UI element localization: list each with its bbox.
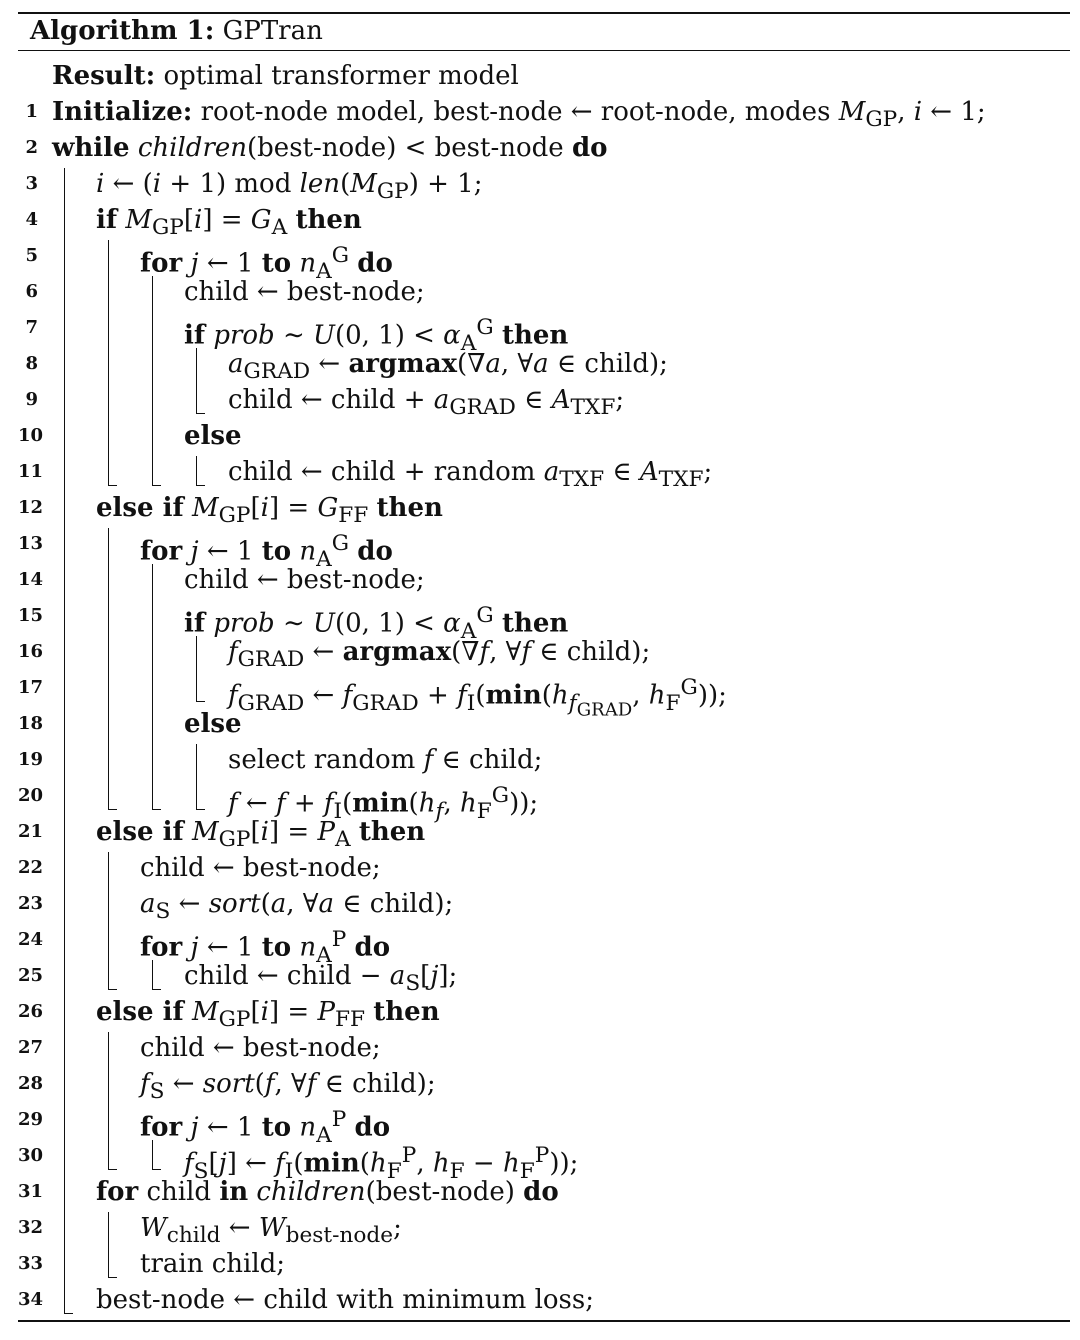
- line-code: child ← best-node;: [184, 565, 425, 595]
- line-number: 27: [18, 1037, 44, 1058]
- line-number: 18: [18, 713, 44, 734]
- block-scope-bar: [196, 348, 197, 414]
- algorithm-line: [18, 1066, 1070, 1105]
- block-scope-bar: [196, 744, 197, 810]
- block-end-tick: [108, 1277, 117, 1278]
- algorithm-line: [18, 706, 1070, 742]
- top-rule: [18, 12, 1070, 14]
- block-end-tick: [108, 1169, 117, 1170]
- algorithm-line: [18, 742, 1070, 778]
- line-code: for j ← 1 to $n_A^P$ do: [140, 927, 391, 968]
- block-end-tick: [152, 485, 161, 486]
- block-scope-bar: [108, 240, 109, 486]
- algorithm-line: [18, 490, 1070, 529]
- line-number: 9: [25, 389, 38, 410]
- block-end-tick: [196, 485, 205, 486]
- line-number: 19: [18, 749, 44, 770]
- algorithm-line: [18, 1246, 1070, 1282]
- line-number: 23: [18, 893, 44, 914]
- line-code: $f_{GRAD}$ ← argmax(∇f, ∀f ∈ child);: [228, 637, 651, 673]
- bottom-rule: [18, 1320, 1070, 1322]
- caption-rule: [18, 50, 1070, 51]
- line-code: for j ← 1 to $n_A^P$ do: [140, 1107, 391, 1148]
- line-code: $W_{child}$ ← $W_{best-node}$;: [140, 1213, 402, 1249]
- algorithm-line: [18, 922, 1070, 968]
- line-number: 34: [18, 1289, 44, 1310]
- block-end-tick: [152, 809, 161, 810]
- algorithm-line: [18, 994, 1070, 1033]
- line-code: child ← child + random $a_{TXF}$ ∈ $A_{TXF}$;: [228, 457, 713, 493]
- line-code: $f_S[j]$ ← $f_I(\min(h_F^P$, $h_F - h_F^P$));: [184, 1143, 579, 1184]
- line-number: 22: [18, 857, 44, 878]
- algorithm-line: [18, 346, 1070, 385]
- line-code: else if $M_{GP}[i] = P_{FF}$ then: [96, 997, 440, 1033]
- line-number: 13: [18, 533, 44, 554]
- algorithm-line: [18, 1174, 1070, 1210]
- line-code: for child in children(best-node) do: [96, 1177, 559, 1207]
- block-scope-bar: [108, 1212, 109, 1278]
- block-scope-bar: [108, 1032, 109, 1170]
- line-code: Initialize: root-node model, best-node ← root-node, modes $M_{GP}$, i ← 1;: [52, 97, 986, 133]
- line-code: i ← (i + 1) mod $len(M_{GP}) + 1$;: [96, 169, 483, 205]
- block-end-tick: [108, 485, 117, 486]
- line-number: 2: [25, 137, 38, 158]
- block-end-tick: [108, 809, 117, 810]
- line-code: child ← best-node;: [140, 853, 381, 883]
- line-number: 5: [25, 245, 38, 266]
- block-scope-bar: [196, 456, 197, 486]
- line-number: 29: [18, 1109, 44, 1130]
- algorithm-name: GPTran: [222, 16, 323, 46]
- algorithm-line: [18, 598, 1070, 644]
- line-code: else: [184, 709, 242, 739]
- line-number: 8: [25, 353, 38, 374]
- line-code: child ← child − $a_S[j]$;: [184, 961, 458, 997]
- block-scope-bar: [152, 960, 153, 990]
- algorithm-line: [18, 130, 1070, 166]
- line-code: else if $M_{GP}[i] = G_{FF}$ then: [96, 493, 443, 529]
- line-number: 7: [25, 317, 38, 338]
- line-number: 4: [25, 209, 38, 230]
- line-code: child ← child + $a_{GRAD}$ ∈ $A_{TXF}$;: [228, 385, 625, 421]
- line-code: child ← best-node;: [184, 277, 425, 307]
- algorithm-line: [18, 454, 1070, 493]
- block-end-tick: [196, 809, 205, 810]
- line-number: 25: [18, 965, 44, 986]
- algorithm-line: [18, 238, 1070, 284]
- line-code: Result: optimal transformer model: [52, 61, 519, 91]
- algorithm-line: [18, 1210, 1070, 1249]
- line-number: 26: [18, 1001, 44, 1022]
- block-end-tick: [64, 1313, 73, 1314]
- line-number: 3: [25, 173, 38, 194]
- line-code: child ← best-node;: [140, 1033, 381, 1063]
- line-code: for j ← 1 to $n_A^G$ do: [140, 531, 393, 572]
- line-number: 14: [18, 569, 44, 590]
- algorithm-line: [18, 562, 1070, 598]
- line-number: 11: [18, 461, 44, 482]
- algorithm-caption: [30, 16, 323, 46]
- line-number: 33: [18, 1253, 44, 1274]
- line-code: $a_{GRAD}$ ← argmax(∇a, ∀a ∈ child);: [228, 349, 668, 385]
- algorithm-line: [18, 778, 1070, 824]
- block-scope-bar: [64, 168, 65, 1314]
- algorithm-line: [18, 886, 1070, 925]
- algorithm-line: [18, 958, 1070, 997]
- algorithm-label: Algorithm 1:: [30, 16, 215, 46]
- algorithm-line: [18, 382, 1070, 421]
- algorithm-line: [18, 526, 1070, 572]
- line-number: 17: [18, 677, 44, 698]
- line-number: 1: [25, 101, 38, 122]
- line-number: 6: [25, 281, 38, 302]
- algorithm-line: [18, 58, 1070, 94]
- line-code: best-node ← child with minimum loss;: [96, 1285, 594, 1315]
- line-number: 31: [18, 1181, 44, 1202]
- line-number: 12: [18, 497, 44, 518]
- line-code: if $M_{GP}[i] = G_A$ then: [96, 205, 362, 241]
- line-code: f ← $f + f_I(\min(h_f$, $h_F^G$));: [228, 783, 539, 824]
- algorithm-line: [18, 1102, 1070, 1148]
- line-code: else: [184, 421, 242, 451]
- algorithm-line: [18, 1138, 1070, 1184]
- algorithm-line: [18, 94, 1070, 133]
- line-code: else if $M_{GP}[i] = P_A$ then: [96, 817, 426, 853]
- algorithm-line: [18, 814, 1070, 853]
- line-number: 30: [18, 1145, 44, 1166]
- block-scope-bar: [108, 528, 109, 810]
- algorithm-line: [18, 166, 1070, 205]
- line-number: 20: [18, 785, 44, 806]
- line-number: 16: [18, 641, 44, 662]
- block-end-tick: [152, 989, 161, 990]
- algorithm-line: [18, 1030, 1070, 1066]
- line-number: 32: [18, 1217, 44, 1238]
- line-code: for j ← 1 to $n_A^G$ do: [140, 243, 393, 284]
- line-number: 28: [18, 1073, 44, 1094]
- line-code: $f_{GRAD}$ ← $f_{GRAD} + f_I(\min(h_{f_{GRAD}}$, $h_F^G$));: [228, 675, 727, 721]
- line-number: 24: [18, 929, 44, 950]
- block-scope-bar: [196, 636, 197, 702]
- line-code: if prob ∼ U(0, $1) < \alpha_A^G$ then: [184, 603, 569, 644]
- algorithm-line: [18, 274, 1070, 310]
- block-scope-bar: [152, 1140, 153, 1170]
- line-code: train child;: [140, 1249, 286, 1279]
- algorithm-line: [18, 850, 1070, 886]
- algorithm-line: [18, 1282, 1070, 1318]
- line-code: $a_S$ ← sort(a, ∀a ∈ child);: [140, 889, 454, 925]
- block-scope-bar: [108, 852, 109, 990]
- line-number: 10: [18, 425, 44, 446]
- algorithm-line: [18, 670, 1070, 721]
- line-code: select random f ∈ child;: [228, 745, 543, 775]
- algorithm-line: [18, 418, 1070, 454]
- block-end-tick: [108, 989, 117, 990]
- block-end-tick: [196, 701, 205, 702]
- block-end-tick: [196, 413, 205, 414]
- line-code: $f_S$ ← sort(f, ∀f ∈ child);: [140, 1069, 436, 1105]
- algorithm-line: [18, 310, 1070, 356]
- line-number: 15: [18, 605, 44, 626]
- block-scope-bar: [152, 564, 153, 810]
- line-code: if prob ∼ U(0, $1) < \alpha_A^G$ then: [184, 315, 569, 356]
- algorithm-line: [18, 634, 1070, 673]
- line-code: while children(best-node) < best-node do: [52, 133, 608, 163]
- block-end-tick: [152, 1169, 161, 1170]
- algorithm-line: [18, 202, 1070, 241]
- block-scope-bar: [152, 276, 153, 486]
- line-number: 21: [18, 821, 44, 842]
